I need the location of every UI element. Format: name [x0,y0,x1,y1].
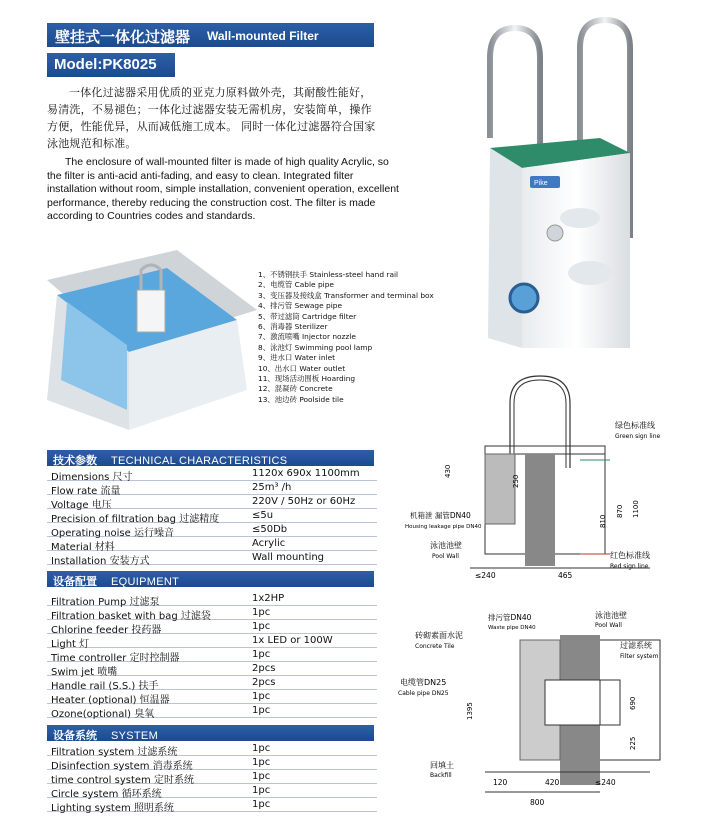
plan-dim-240: ≤240 [595,778,616,787]
equipment-title-en: EQUIPMENT [111,576,180,588]
pool-wall-block [525,454,555,566]
waste-pipe-label-en: Waste pipe DN40 [488,625,536,631]
waste-pipe-label-cn: 排污管DN40 [488,613,532,622]
row-value: 1pc [252,607,271,618]
parts-list-item: 6、消毒器 Sterilizer [258,322,328,332]
row-key: Operating noise 运行噪音 [51,528,174,539]
side-section-diagram [405,368,710,593]
row-key: Chlorine feeder 投药器 [51,625,162,636]
table-row [47,756,377,770]
description-cn: 一体化过滤器采用优质的亚克力原料做外壳，其耐酸性能好，易清洗，不易褪色；一体化过滤器安装无需机房，安装简单，操作方便，性能优异，从而减低施工成本。 同时一体化过滤器符合国家泳池规范和标准。 [47,86,376,150]
row-key: Lighting system 照明系统 [51,803,174,814]
row-value: 1pc [252,743,271,754]
system-title-cn: 设备系统 [53,730,97,742]
row-key: Dimensions 尺寸 [51,472,133,483]
title-band [47,23,374,47]
system-header [47,725,374,741]
dim-240: ≤240 [475,571,496,580]
table-row [47,481,377,495]
row-key: Light 灯 [51,639,90,650]
pool-wall-label-cn: 泳池池壁 [430,541,462,550]
dim-810: 810 [599,514,607,528]
parts-list-item: 12、混凝砖 Concrete [258,384,333,394]
technical-table [47,467,377,565]
parts-list-item: 11、现场活动围板 Hoarding [258,374,356,384]
row-key: Handle rail (S.S.) 扶手 [51,681,159,692]
equipment-table [47,592,377,718]
row-key: Voltage 电压 [51,500,112,511]
row-value: 1pc [252,757,271,768]
parts-list-item: 4、排污管 Sewage pipe [258,301,342,311]
description-en: The enclosure of wall-mounted filter is made of high quality Acrylic, so the filter is anti-acid anti-fading, and easy to clean. Integrated filter installation without room, simple installation, convenient operation, excellent performance, thereby reducing the construction cost. The filter is made according to Countries codes and standards. [47,156,399,222]
red-line-label-cn: 红色标准线 [610,551,650,560]
dim-690: 690 [629,696,637,710]
table-row [47,798,377,812]
row-key: Material 材料 [51,542,115,553]
product-illustration [470,18,650,348]
parts-list-item: 1、不锈钢扶手 Stainless-steel hand rail [258,270,399,279]
row-value: 1pc [252,649,271,660]
row-key: time control system 定时系统 [51,775,194,786]
table-row [47,495,377,509]
row-value: 1pc [252,799,271,810]
product-badge-text: Pike [534,180,548,187]
table-row [47,537,377,551]
dim-870: 870 [616,504,624,518]
row-value: 1120x 690x 1100mm [252,468,360,479]
row-value: 25m³ /h [252,482,292,493]
table-row [47,509,377,523]
row-value: 220V / 50Hz or 60Hz [252,496,356,507]
row-value: Acrylic [252,538,286,549]
row-value: 1pc [252,621,271,632]
row-value: 1pc [252,691,271,702]
row-key: Flow rate 流量 [51,486,121,497]
table-row [47,634,377,648]
dim-1395: 1395 [466,702,474,720]
system-table [47,742,377,812]
table-row [47,606,377,620]
table-row [47,648,377,662]
jet-nozzle-icon [547,225,563,241]
row-key: Filtration Pump 过滤泵 [51,597,160,608]
row-key: Circle system 循环系统 [51,789,162,800]
row-value: Wall mounting [252,552,325,563]
row-key: Swim jet 喷嘴 [51,667,118,678]
filter-system-label-cn: 过滤系统 [620,641,652,650]
row-key: Time controller 定时控制器 [51,653,180,664]
filter-system-label-en: Filter system [620,653,659,660]
parts-list-item: 10、出水口 Water outlet [258,363,346,373]
pool-wall-label-en: Pool Wall [432,553,459,560]
table-row [47,770,377,784]
parts-list-item: 8、泳池灯 Swimming pool lamp [258,342,373,352]
parts-list-item: 13、池边砖 Poolside tile [258,394,344,404]
model-label: Model:PK8025 [47,53,175,77]
parts-list-item: 9、进水口 Water inlet [258,353,336,363]
technical-header [47,450,374,466]
table-row [47,551,377,565]
dim-250: 250 [512,474,520,488]
plan-diagram [398,600,710,820]
housing-pipe-label-en: Housing leakage pipe DN40 [405,524,482,530]
row-key: Heater (optional) 恒温器 [51,695,170,706]
row-key: Precision of filtration bag 过滤精度 [51,514,220,525]
row-value: ≤5u [252,510,274,521]
dim-225: 225 [629,736,637,750]
dim-465: 465 [558,571,573,580]
plan-pool-wall-label-cn: 泳池池壁 [595,611,627,620]
backfill-label-en: Backfill [430,772,452,779]
table-row [47,784,377,798]
pool-install-illustration [47,240,257,430]
wall-hatch [485,454,515,524]
title-en: Wall-mounted Filter [207,29,319,43]
row-value: 1pc [252,771,271,782]
housing-pipe-label-cn: 机箱泄 漏管DN40 [410,511,471,520]
row-key: Disinfection system 消毒系统 [51,761,193,772]
dim-430: 430 [444,464,452,478]
equipment-header [47,571,374,587]
row-key: Filtration system 过滤系统 [51,747,178,758]
parts-list-item: 3、变压器及接线盒 Transformer and terminal box [258,290,434,300]
row-value: 1x2HP [252,593,285,604]
row-key: Ozone(optional) 臭氧 [51,709,155,720]
dim-420: 420 [545,778,560,787]
table-row [47,662,377,676]
system-title-en: SYSTEM [111,730,159,742]
dim-1100: 1100 [632,500,640,518]
parts-list-item: 2、电缆管 Cable pipe [258,280,334,290]
row-key: Installation 安装方式 [51,556,150,567]
row-value: 1x LED or 100W [252,635,333,646]
table-row [47,704,377,718]
row-value: ≤50Db [252,524,288,535]
backfill-label-cn: 回填土 [430,761,454,770]
title-cn: 壁挂式一体化过滤器 [55,28,191,46]
table-row [47,690,377,704]
table-row [47,742,377,756]
row-value: 1pc [252,705,271,716]
cable-pipe-label-cn: 电缆管DN25 [400,678,447,687]
plan-pool-wall-label-en: Pool Wall [595,622,622,629]
table-row [47,523,377,537]
table-row [47,676,377,690]
table-row [47,592,377,606]
red-line-label-en: Red sign line [610,563,649,570]
technical-title-cn: 技术参数 [53,455,97,467]
table-row [47,620,377,634]
row-key: Filtration basket with bag 过滤袋 [51,611,211,622]
cable-pipe-label-en: Cable pipe DN25 [398,690,449,697]
row-value: 1pc [252,785,271,796]
pool-lamp-icon [510,284,538,312]
table-row [47,467,377,481]
dim-800: 800 [530,798,545,807]
tile-label-en: Concrete Tile [415,643,455,650]
row-value: 2pcs [252,677,276,688]
dim-120: 120 [493,778,508,787]
green-line-label-en: Green sign line [615,433,661,440]
row-value: 2pcs [252,663,276,674]
green-line-label-cn: 绿色标准线 [615,421,655,430]
tile-label-cn: 砖砌素面水泥 [415,631,463,640]
parts-list-item: 5、带过滤筒 Cartridge filter [258,311,357,321]
equipment-title-cn: 设备配置 [53,576,97,588]
technical-title-en: TECHNICAL CHARACTERISTICS [111,455,288,467]
parts-list-item: 7、激流喷嘴 Injector nozzle [258,332,356,342]
